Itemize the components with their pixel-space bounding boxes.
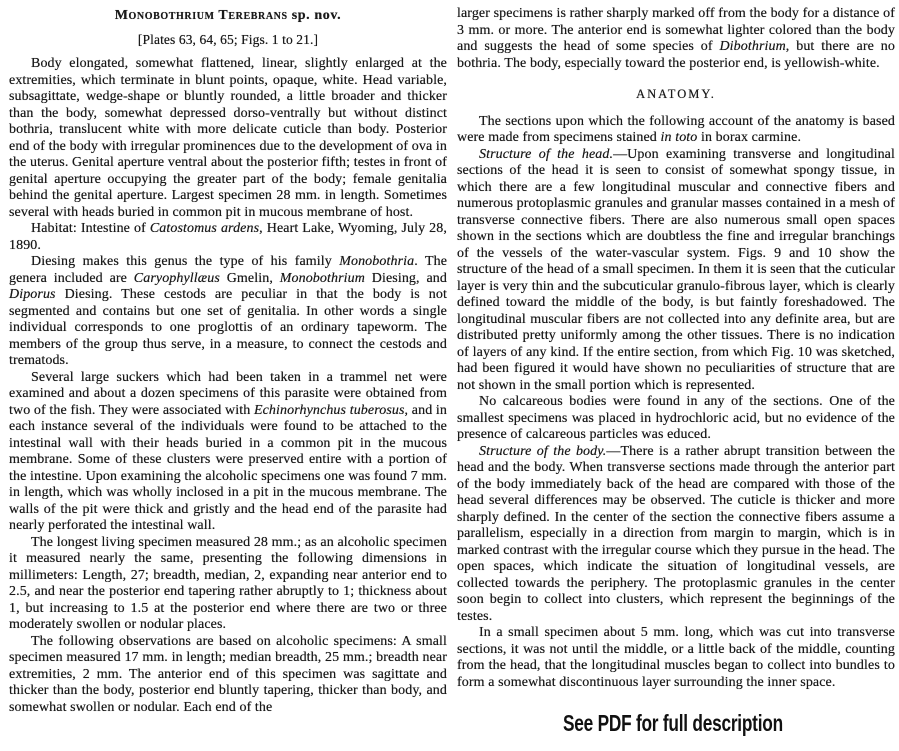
title-suffix: sp. nov. bbox=[287, 8, 342, 23]
paragraph: larger specimens is rather sharply marked off from the body for a distance of 3 mm. or more. The anterior end is somewhat lighter colored than the body and suggests the head of some species of Dibothrium, but there are no bothria. The body, especially toward the posterior end, is yellowish-white. bbox=[457, 6, 895, 71]
paragraph: The sections upon which the following account of the anatomy is based were made from specimens stained in toto in borax carmine. bbox=[457, 113, 895, 145]
anatomy-paragraphs bbox=[457, 114, 895, 692]
left-column bbox=[9, 6, 447, 716]
plates-reference: [Plates 63, 64, 65; Figs. 1 to 21.] bbox=[137, 31, 319, 47]
left-paragraphs bbox=[9, 56, 447, 716]
paragraph: Habitat: Intestine of Catostomus ardens, Heart Lake, Wyoming, July 28, 1890. bbox=[9, 221, 447, 253]
right-column bbox=[457, 6, 895, 691]
paragraph: The following observations are based on alcoholic specimens: A small specimen measured 17 mm. in length; median breadth, 25 mm.; breadth near extremities, 2 mm. The anterior end of this specimen was sagittate and thicker than the body, posterior end bluntly tapering, thicker than body, and somewhat swollen or nodular. Each end of the bbox=[9, 633, 447, 715]
paragraph: In a small specimen about 5 mm. long, which was cut into transverse sections, it was not until the middle, or a little back of the middle, counting from the head, that the longitudinal muscles began to collect into bundles to form a somewhat discontinuous layer surrounding the inner space. bbox=[457, 625, 895, 690]
article-title bbox=[9, 8, 447, 25]
paragraph: Structure of the head.—Upon examining transverse and longitudinal sections of the head it is seen to consist of somewhat spongy tissue, in which there are a few longitudinal muscular and connective fibers and numerous protoplasmic granules and granular masses contained in a mesh of transverse connective fibers. There are also numerous small open spaces shown in the sections which are doubtless the fine and irregular branchings of the vessels of the water-vascular system. Figs. 9 and 10 show the structure of the head of a small specimen. In them it is seen that the cuticular layer is very thin and the subcuticular granulo-fibrous layer, which is clearly defined toward the middle of the body, is but faintly foreshadowed. The longitudinal muscular fibers are not collected into any definite area, but are distributed pretty uniformly among the other tissues. There is no indication of layers of any kind. If the entire section, from which Fig. 10 was sketched, had been figured it would have shown no peculiarities of structure that are not shown in the small portion which is represented. bbox=[457, 146, 895, 393]
paragraph: Diesing makes this genus the type of his family Monobothria. The genera included are Caryophyllæus Gmelin, Monobothrium Diesing, and Diporus Diesing. These cestods are peculiar in that the body is not segmented and contains but one set of genitalia. In other words a single individual corresponds to one proglottis of an ordinary tapeworm. The members of the group thus serve, in a measure, to connect the cestods and trematods. bbox=[9, 254, 448, 368]
anatomy-heading: ANATOMY. bbox=[636, 87, 716, 101]
see-pdf-note: See PDF for full description bbox=[563, 710, 783, 736]
paragraph: No calcareous bodies were found in any of the sections. One of the smallest specimens was placed in hydrochloric acid, but no evidence of the presence of calcareous particles was educed. bbox=[457, 394, 895, 442]
paragraph: Body elongated, somewhat flattened, linear, slightly enlarged at the extremities, which terminate in blunt points, opaque, white. Head variable, subsagittate, wedge-shape or bluntly rounded, a little broader and thicker than the body, somewhat depressed dorso-ventrally but without distinct bothria, translucent white with more delicate cuticle than body. Posterior end of the body with irregular prominences due to the development of ova in the uterus. Genital aperture ventral about the posterior fifth; testes in front of genital aperture occupying the greater part of the body; female genitalia behind the genital aperture. Largest specimen 28 mm. in length. Sometimes several with heads buried in common pit in mucous membrane of host. bbox=[9, 56, 447, 220]
paragraph: Several large suckers which had been taken in a trammel net were examined and about a dozen specimens of this parasite were obtained from two of the fish. They were associated with Echinorhynchus tuberosus, and in each instance several of the individuals were found to be attached to the intestinal wall with their heads buried in a common pit in the mucous membrane. Some of these clusters were preserved entire with a portion of the intestine. Upon examining the alcoholic specimens one was found 7 mm. in length, which was wholly inclosed in a pit in the mucous membrane. The walls of the pit were thick and gristly and the head end of the parasite had nearly perforated the intestinal wall. bbox=[9, 369, 448, 533]
paragraph: Structure of the body.—There is a rather abrupt transition between the head and the body. When transverse sections made through the anterior part of the body immediately back of the head are compared with those of the head several differences may be observed. The cuticle is thicker and more sharply defined. In the center of the section the connective fibers assume a parallelism, especially in a direction from margin to margin, which is in marked contrast with the irregular course which they pursue in the head. The open spaces, which indicate the situation of longitudinal vessels, are collected towards the periphery. The protoplasmic granules in the center soon begin to collect into clusters, which represent the beginnings of the testes. bbox=[457, 443, 896, 624]
right-top-paragraphs bbox=[457, 6, 895, 72]
species-name: Monobothrium Terebrans bbox=[114, 8, 288, 23]
paragraph: The longest living specimen measured 28 mm.; as an alcoholic specimen it measured nearly the same, presenting the following dimensions in millimeters: Length, 27; breadth, median, 2, expanding near anterior end to 2.5, and near the posterior end tapering rather abruptly to 1; thickness about 1, but increasing to 1.5 at the posterior end where there are two or three moderately swollen or nodular places. bbox=[9, 534, 447, 632]
